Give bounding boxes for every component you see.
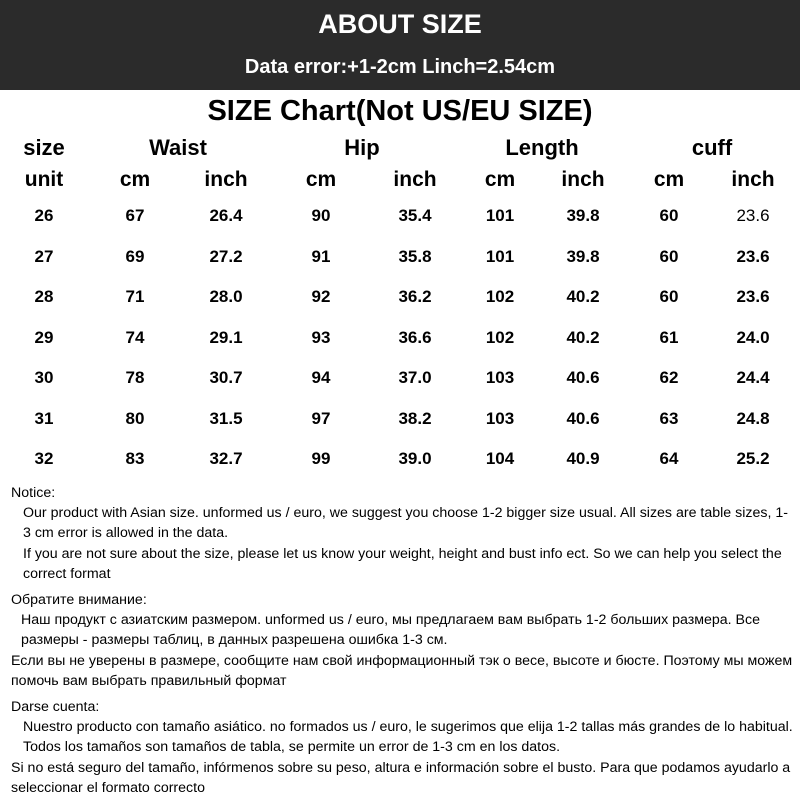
banner-subtitle: Data error:+1-2cm Linch=2.54cm [244, 56, 556, 78]
table-cell: 26.4 [209, 206, 243, 225]
table-cell: 37.0 [398, 368, 432, 387]
banner-title: ABOUT SIZE [318, 9, 482, 39]
header-banner [0, 0, 800, 90]
table-cell: 25.2 [736, 449, 770, 468]
table-cell: 40.9 [566, 449, 600, 468]
table-cell: 23.6 [736, 287, 770, 306]
notice-es-paragraph-2: Si no está seguro del tamaño, infórmenos sobre su peso, altura e información sobre el busto. Para que podamos ayudarlo a seleccionar el formato correcto [11, 759, 791, 796]
table-cell: 103 [485, 408, 515, 428]
table-cell: 90 [311, 206, 331, 225]
table-cell: 39.8 [566, 246, 600, 266]
table-cell: 27.2 [209, 246, 243, 266]
table-cell: 29.1 [209, 327, 243, 347]
table-cell: 28 [34, 287, 54, 306]
table-cell: 32 [34, 449, 54, 468]
notice-en-paragraph-1: Our product with Asian size. unformed us / euro, we suggest you choose 1-2 bigger size usual. All sizes are table sizes, 1-3 cm error is allowed in the data. [23, 505, 788, 542]
unit-cell: cm [484, 168, 516, 191]
table-cell: 40.6 [566, 368, 600, 387]
table-cell: 78 [125, 368, 145, 387]
notice-heading-es: Darse cuenta: [11, 699, 100, 716]
table-cell: 104 [485, 449, 515, 468]
unit-cell: cm [305, 168, 337, 191]
notice-section [11, 483, 793, 798]
table-cell: 62 [659, 368, 679, 387]
table-cell: 24.4 [736, 368, 770, 387]
table-cell: 36.6 [398, 327, 432, 347]
table-cell: 35.8 [398, 246, 432, 266]
table-cell: 69 [125, 246, 145, 266]
unit-cell: cm [653, 168, 685, 191]
table-cell: 26 [34, 206, 54, 225]
header-size: size [23, 135, 65, 160]
table-cell: 102 [485, 327, 515, 347]
header-cuff: cuff [691, 135, 733, 160]
header-hip: Hip [344, 135, 380, 160]
notice-en-paragraph-2: If you are not sure about the size, please let us know your weight, height and bust info ect. So we can help you select the correct format [23, 545, 782, 582]
table-cell: 103 [485, 368, 515, 387]
table-cell: 27 [34, 246, 54, 266]
table-cell: 60 [659, 206, 679, 225]
table-cell: 31 [34, 408, 54, 428]
table-cell: 67 [125, 206, 145, 225]
unit-cell: cm [119, 168, 151, 191]
table-cell: 23.6 [736, 206, 770, 225]
table-cell: 64 [659, 449, 679, 468]
unit-cell: inch [561, 168, 605, 191]
table-cell: 24.8 [736, 408, 770, 428]
unit-cell: inch [204, 168, 248, 191]
table-cell: 61 [659, 327, 679, 347]
table-cell: 39.0 [398, 449, 432, 468]
table-cell: 63 [659, 408, 679, 428]
table-cell: 29 [34, 327, 54, 347]
table-cell: 23.6 [736, 246, 770, 266]
table-cell: 97 [311, 408, 331, 428]
header-waist: Waist [149, 135, 207, 160]
table-cell: 40.2 [566, 327, 600, 347]
table-cell: 71 [125, 287, 145, 306]
table-cell: 80 [125, 408, 145, 428]
unit-cell: inch [731, 168, 775, 191]
table-cell: 99 [311, 449, 331, 468]
unit-cell: unit [24, 168, 64, 191]
table-cell: 30.7 [209, 368, 243, 387]
notice-heading-en: Notice: [11, 485, 56, 501]
table-cell: 24.0 [736, 327, 770, 347]
table-cell: 102 [485, 287, 515, 306]
table-cell: 40.2 [566, 287, 600, 306]
table-cell: 94 [311, 368, 331, 387]
table-cell: 74 [125, 327, 145, 347]
table-cell: 101 [485, 206, 515, 225]
table-cell: 32.7 [209, 449, 243, 468]
notice-heading-ru: Обратите внимание: [11, 592, 147, 609]
table-cell: 92 [311, 287, 331, 306]
table-cell: 93 [311, 327, 331, 347]
table-cell: 40.6 [566, 408, 600, 428]
unit-cell: inch [393, 168, 437, 191]
table-cell: 39.8 [566, 206, 600, 225]
table-cell: 36.2 [398, 287, 432, 306]
table-cell: 38.2 [398, 408, 432, 428]
table-cell: 31.5 [209, 408, 243, 428]
table-cell: 83 [125, 449, 145, 468]
table-cell: 35.4 [398, 206, 432, 225]
table-cell: 30 [34, 368, 54, 387]
table-cell: 101 [485, 246, 515, 266]
notice-es-paragraph-1: Nuestro producto con tamaño asiático. no formados us / euro, le sugerimos que elija 1-2 tallas más grandes de lo habitual. Todos los tamaños son tamaños de tabla, se permite un error de 1-3 cm en los datos. [23, 719, 793, 756]
size-chart-title: SIZE Chart(Not US/EU SIZE) [207, 95, 593, 127]
notice-ru-paragraph-1: Наш продукт с азиатским размером. unformed us / euro, мы предлагаем вам выбрать 1-2 больших размера. Все размеры - размеры таблиц, в данных разрешена ошибка 1-3 см. [21, 612, 760, 649]
table-cell: 60 [659, 287, 679, 306]
table-cell: 60 [659, 246, 679, 266]
table-cell: 91 [311, 246, 331, 266]
notice-ru-paragraph-2: Если вы не уверены в размере, сообщите нам свой информационный тэк о весе, высоте и бюсте. Поэтому мы можем помочь вам выбрать правильный формат [11, 652, 793, 689]
header-length: Length [505, 135, 579, 160]
table-cell: 28.0 [209, 287, 243, 306]
